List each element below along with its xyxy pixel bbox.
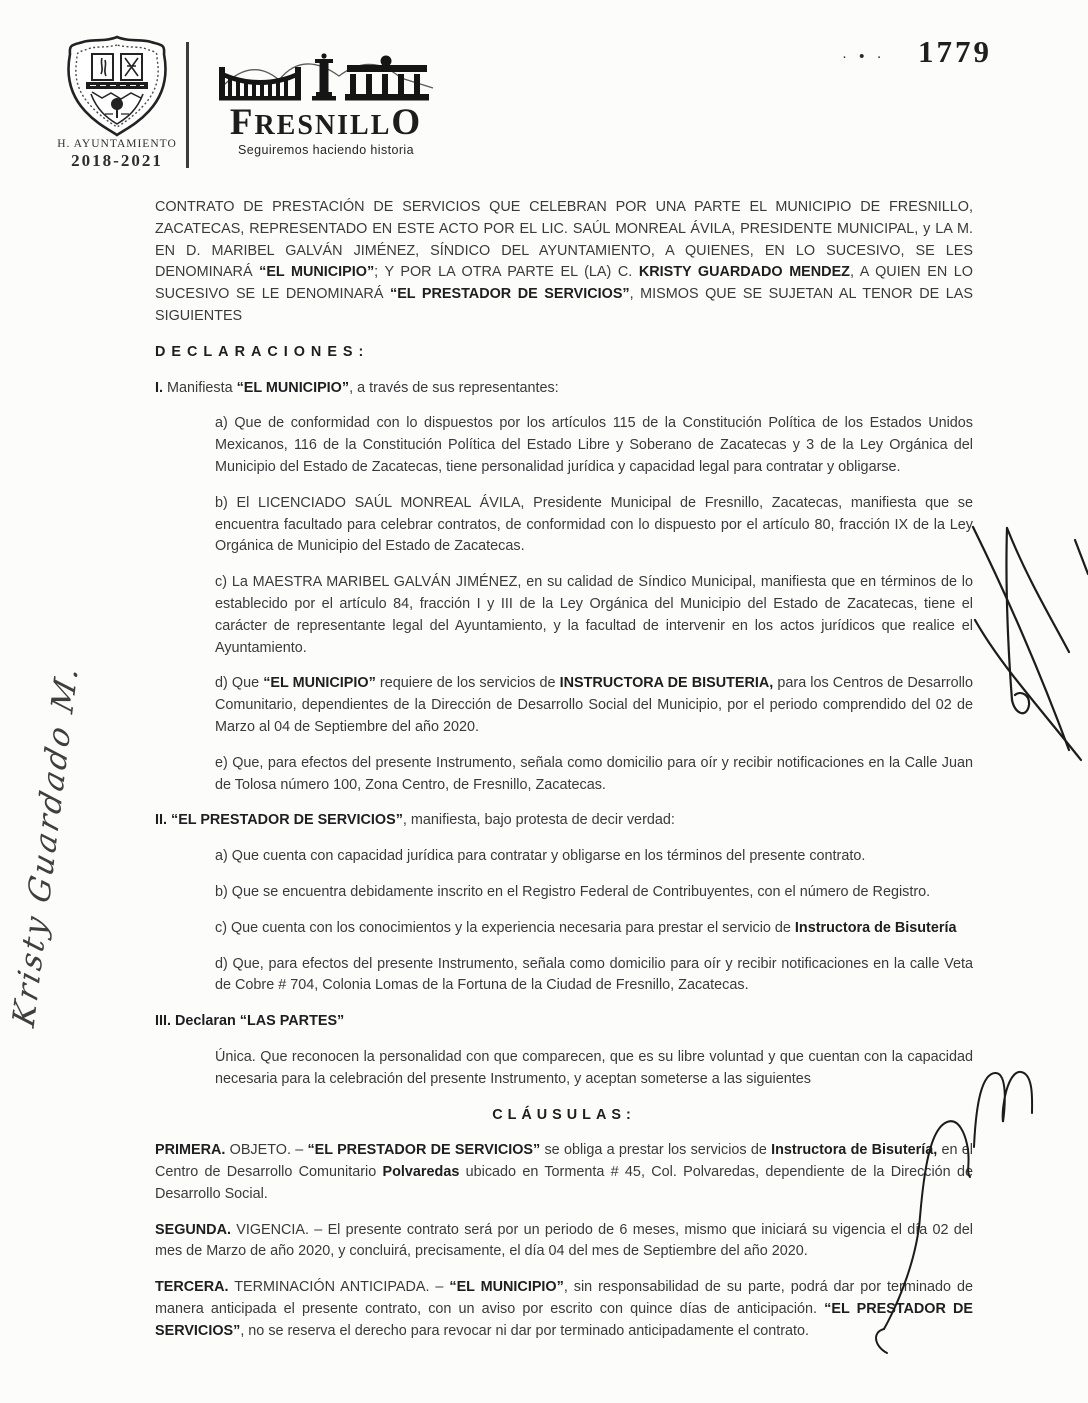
- bold-run: “EL PRESTADOR DE SERVICIOS”: [155, 1301, 974, 1339]
- pen-scribble-icon: [955, 512, 1088, 777]
- bold-run: SEGUNDA.: [155, 1221, 231, 1238]
- clause-segunda: [155, 1220, 973, 1264]
- bold-run: INSTRUCTORA DE BISUTERIA,: [559, 675, 774, 692]
- clause-tercera: [155, 1277, 973, 1342]
- text-run: se obliga a prestar los servicios de: [540, 1142, 772, 1159]
- declaraciones-heading: [155, 342, 973, 364]
- crest-caption-line2: 2018-2021: [71, 151, 163, 170]
- text-run: ubicado en Tormenta # 45, Col. Polvaredas, dependiente de la Dirección de Desarrollo Social.: [155, 1164, 973, 1202]
- municipal-crest-icon: [60, 34, 174, 138]
- text-run: , manifiesta, bajo protesta de decir verdad:: [402, 812, 675, 829]
- bold-run: Polvaredas: [382, 1164, 460, 1181]
- text-run: c) La MAESTRA MARIBEL GALVÁN JIMÉNEZ, en su calidad de Síndico Municipal, manifiesta que en términos de lo establecido por el artículo 84, fracción I y III de la Ley Orgánica del Municipio del Estado de Zacatecas, tiene el carácter de representante legal del Ayuntamiento, y la facultad de intervenir en los actos jurídicos que realice el Ayuntamiento.: [215, 574, 973, 656]
- text-run: ; Y POR LA OTRA PARTE EL (LA) C.: [374, 264, 639, 281]
- declaration-iii-heading: [155, 1011, 973, 1033]
- clause-primera: [155, 1140, 973, 1205]
- declaration-i-d: [215, 673, 973, 738]
- text-run: para los Centros de Desarrollo Comunitario, dependientes de la Dirección de Desarrollo Social del Municipio, por el periodo comprendido del 02 de Marzo al 04 de Septiembre del año 2020.: [215, 675, 973, 735]
- crest-caption-line1: H. AYUNTAMIENTO: [57, 138, 177, 150]
- logo-tagline: Seguiremos haciendo historia: [238, 143, 414, 157]
- text-run: a) Que de conformidad con lo dispuestos por los artículos 115 de la Constitución Política de los Estados Unidos Mexicanos, 116 de la Constitución Política del Estado Libre y Soberano de Zacatecas y 3 de la Ley Orgánica del Municipio del Estado de Zacatecas, tiene personalidad jurídica y capacidad legal para contratar y obligarse.: [215, 415, 973, 475]
- text-run: c) Que cuenta con los conocimientos y la experiencia necesaria para prestar el servicio de: [215, 919, 795, 936]
- bold-run: PRIMERA.: [155, 1142, 226, 1159]
- stamp-ink-dots: · • ·: [842, 48, 886, 65]
- bold-run: III. Declaran “LAS PARTES”: [155, 1013, 345, 1030]
- declaration-ii-heading: [155, 810, 973, 832]
- text-run: a) Que cuenta con capacidad jurídica para contratar y obligarse en los términos del presente contrato.: [215, 848, 866, 865]
- declaration-i-a: [215, 413, 973, 478]
- declaration-ii-d: [215, 954, 973, 998]
- text-run: requiere de los servicios de: [375, 675, 560, 692]
- text-run: , sin responsabilidad de su parte, podrá dar por terminado de manera anticipada el presente contrato, con un aviso por escrito con quince días de anticipación.: [155, 1279, 973, 1318]
- text-run: b) El LICENCIADO SAÚL MONREAL ÁVILA, Presidente Municipal de Fresnillo, Zacatecas, manifiesta que se encuentra facultado para celebrar contratos, de conformidad con lo dispuesto por el artículo 80, fracción IX de la Ley Orgánica de Municipio del Estado de Zacatecas.: [215, 494, 973, 555]
- bold-run: Instructora de Bisutería,: [771, 1142, 938, 1159]
- text-run: VIGENCIA. – El presente contrato será por un periodo de 6 meses, mismo que iniciará su vigencia el día 02 del mes de Marzo de año 2020, y concluirá, precisamente, el día 04 del mes de Septiembre del año 2020.: [155, 1221, 973, 1260]
- declaration-ii-c: [215, 918, 973, 940]
- text-run: , A QUIEN EN LO SUCESIVO SE LE DENOMINARÁ: [155, 264, 974, 303]
- text-run: e) Que, para efectos del presente Instrumento, señala como domicilio para oír y recibir notificaciones en la Calle Juan de Tolosa número 100, Zona Centro, de Fresnillo, Zacatecas.: [215, 754, 973, 793]
- text-run: CONTRATO DE PRESTACIÓN DE SERVICIOS QUE CELEBRAN POR UNA PARTE EL MUNICIPIO DE FRESNILLO, ZACATECAS, REPRESENTADO EN ESTE ACTO POR EL LIC. SAÚL MONREAL ÁVILA, PRESIDENTE MUNICIPAL, y LA M. EN D. MARIBEL GALVÁN JIMÉNEZ, SÍNDICO DEL AYUNTAMIENTO, A QUIENES, EN LO SUCESIVO, SE LES DENOMINARÁ: [155, 199, 973, 281]
- handwritten-name: Kristy Guardado M.: [6, 659, 86, 1031]
- bold-run: Instructora de Bisutería: [794, 919, 957, 936]
- folio-number-stamp: 1779: [918, 34, 992, 69]
- text-run: , a través de sus representantes:: [349, 379, 559, 396]
- declaration-ii-b: [215, 882, 973, 904]
- declaration-i-e: [215, 753, 973, 797]
- text-run: d) Que: [215, 675, 264, 692]
- bold-run: “EL MUNICIPIO”: [259, 264, 375, 281]
- fresnillo-logo: [216, 46, 436, 157]
- text-run: , no se reserva el derecho para revocar ni dar por terminado anticipadamente el contrato.: [240, 1322, 810, 1339]
- text-run: en el Centro de Desarrollo Comunitario: [155, 1142, 973, 1181]
- bold-run: TERCERA.: [155, 1279, 229, 1296]
- monument-icon: [219, 46, 434, 102]
- bold-run: DECLARACIONES:: [155, 343, 370, 360]
- bold-run: II. “EL PRESTADOR DE SERVICIOS”: [155, 812, 403, 829]
- declaration-iii-unica: [215, 1047, 973, 1091]
- bold-run: “EL MUNICIPIO”: [263, 675, 376, 692]
- text-run: d) Que, para efectos del presente Instrumento, señala como domicilio para oír y recibir notificaciones en la calle Veta de Cobre # 704, Colonia Lomas de la Fortuna de la Ciudad de Fresnillo, Zacatecas.: [215, 955, 973, 994]
- text-run: OBJETO. –: [225, 1142, 308, 1159]
- declaration-i-b: [215, 493, 973, 558]
- bold-run: CLÁUSULAS:: [492, 1106, 636, 1123]
- document-body: [155, 197, 973, 1357]
- header-divider: [186, 42, 189, 168]
- crest-caption: [48, 138, 186, 171]
- intro-paragraph: [155, 197, 973, 328]
- text-run: , MISMOS QUE SE SUJETAN AL TENOR DE LAS SIGUIENTES: [155, 286, 973, 324]
- bold-run: “EL MUNICIPIO”: [449, 1279, 564, 1296]
- text-run: Manifiesta: [163, 379, 237, 396]
- declaration-i-heading: [155, 378, 973, 400]
- signature-flourish-icon: [862, 1052, 1088, 1372]
- bold-run: “EL MUNICIPIO”: [236, 379, 350, 396]
- text-run: b) Que se encuentra debidamente inscrito en el Registro Federal de Contribuyentes, con el número de Registro.: [215, 883, 931, 900]
- text-run: Única. Que reconocen la personalidad con que comparecen, que es su libre voluntad y que cuentan con la capacidad necesaria para la celebración del presente Instrumento, y aceptan someterse a las siguientes: [215, 1048, 973, 1087]
- bold-run: KRISTY GUARDADO MENDEZ: [638, 264, 850, 281]
- bold-run: “EL PRESTADOR DE SERVICIOS”: [390, 286, 630, 303]
- logo-wordmark: [216, 104, 436, 141]
- clausulas-heading: [155, 1105, 973, 1127]
- logo-letter-o: O: [391, 102, 423, 143]
- logo-letter-f: F: [229, 102, 255, 143]
- declaration-i-c: [215, 572, 973, 659]
- bold-run: “EL PRESTADOR DE SERVICIOS”: [307, 1142, 541, 1159]
- logo-letters-mid: RESNILL: [254, 110, 392, 141]
- declaration-ii-a: [215, 846, 973, 868]
- bold-run: I.: [155, 379, 163, 396]
- text-run: TERMINACIÓN ANTICIPADA. –: [228, 1279, 450, 1296]
